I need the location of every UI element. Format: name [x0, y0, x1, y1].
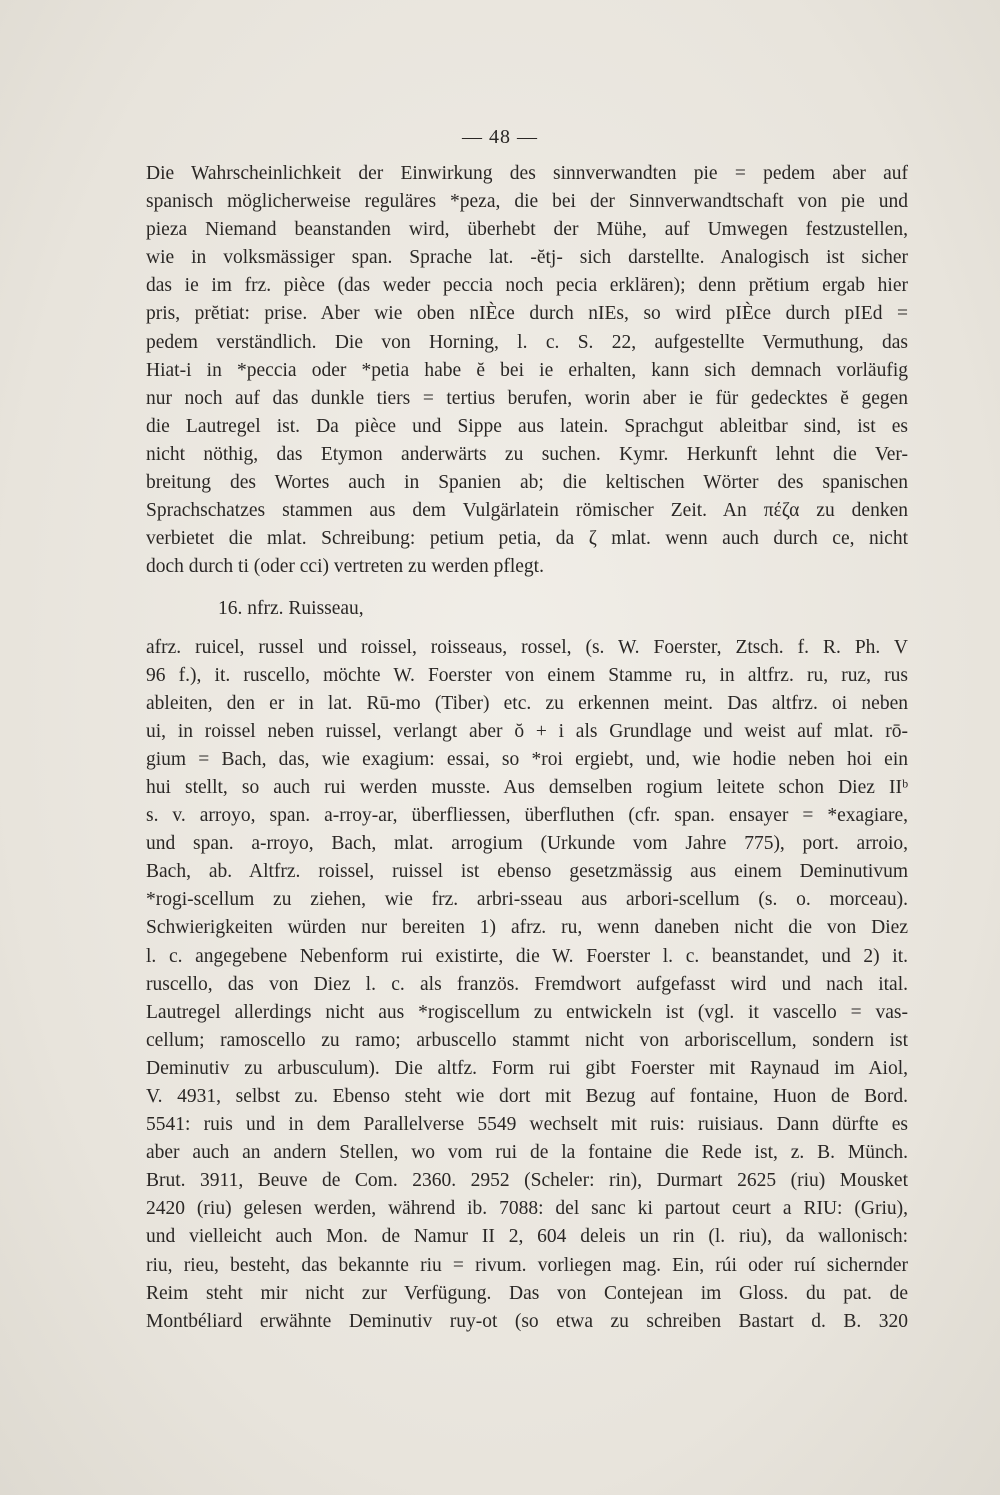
page-number: — 48 — [462, 126, 538, 148]
text-line: gium = Bach, das, wie exagium: essai, so *roi ergiebt, und, wie hodie neben hoi ein [146, 748, 908, 770]
text-line: breitung des Wortes auch in Spanien ab; die keltischen Wörter des spanischen [146, 472, 908, 494]
text-line: die Lautregel ist. Da pièce und Sippe aus latein. Sprachgut ableitbar sind, ist es [146, 415, 908, 437]
text-line: Lautregel allerdings nicht aus *rogiscellum zu entwickeln ist (vgl. it vascello = vas- [146, 1001, 908, 1023]
text-line: V. 4931, selbst zu. Ebenso steht wie dort mit Bezug auf fontaine, Huon de Bord. [146, 1086, 908, 1107]
text-line: das ie im frz. pièce (das weder peccia noch pecia erklären); denn prĕtium ergab hier [146, 275, 908, 297]
text-line: s. v. arroyo, span. a-rroy-ar, überfliessen, überfluthen (cfr. span. ensayer = *exagiare, [146, 805, 908, 827]
text-line: riu, rieu, besteht, das bekannte riu = rivum. vorliegen mag. Ein, rúi oder ruí sichernder [146, 1254, 908, 1276]
text-line: pedem verständlich. Die von Horning, l. c. S. 22, aufgestellte Vermuthung, das [146, 331, 908, 353]
text-line: Schwierigkeiten würden nur bereiten 1) afrz. ru, wenn daneben nicht die von Diez [146, 917, 908, 939]
section-heading: 16. nfrz. Ruisseau, [218, 598, 364, 620]
text-line: doch durch ti (oder cci) vertreten zu werden pflegt. [146, 556, 544, 578]
text-line: und span. a-rroyo, Bach, mlat. arrogium (Urkunde vom Jahre 775), port. arroio, [146, 833, 908, 855]
paragraph-ruisseau [146, 634, 908, 1336]
text-line: 96 f.), it. ruscello, möchte W. Foerster von einem Stamme ru, in altfrz. ru, ruz, rus [146, 664, 908, 686]
text-line: 5541: ruis und in dem Parallelverse 5549 wechselt mit ruis: ruisiaus. Dann dürfte es [146, 1114, 908, 1136]
text-line: Sprachschatzes stammen aus dem Vulgärlatein römischer Zeit. An πέζα zu denken [146, 500, 908, 522]
body-text [146, 160, 908, 1336]
text-line: cellum; ramoscello zu ramo; arbuscello stammt nicht von arboriscellum, sondern ist [146, 1029, 908, 1051]
paragraph-pie-peza [146, 160, 908, 581]
text-line: nicht nöthig, das Etymon anderwärts zu suchen. Kymr. Herkunft lehnt die Ver- [146, 443, 908, 465]
text-line: Hiat-i in *peccia oder *petia habe ĕ bei ie erhalten, kann sich demnach vorläufig [146, 359, 908, 381]
text-line: spanisch möglicherweise reguläres *peza, die bei der Sinnverwandtschaft von pie und [146, 191, 908, 213]
text-line: Die Wahrscheinlichkeit der Einwirkung des sinnverwandten pie = pedem aber auf [146, 163, 908, 184]
text-line: l. c. angegebene Nebenform rui existirte, die W. Foerster l. c. beanstandet, und 2) it. [146, 945, 908, 967]
text-line: ruscello, das von Diez l. c. als französ. Fremdwort aufgefasst wird und nach ital. [146, 973, 908, 995]
text-line: *rogi-scellum zu ziehen, wie frz. arbri-sseau aus arbori-scellum (s. o. morceau). [146, 889, 908, 911]
text-line: ableiten, den er in lat. Rū-mo (Tiber) etc. zu erkennen meint. Das altfrz. oi neben [146, 692, 908, 714]
text-line: ui, in roissel neben ruissel, verlangt aber ŏ + i als Grundlage und weist auf mlat. rō- [146, 720, 908, 742]
text-line: nur noch auf das dunkle tiers = tertius berufen, worin aber ie für gedecktes ĕ gegen [146, 387, 908, 409]
text-line: pris, prĕtiat: prise. Aber wie oben nIÈce durch nIEs, so wird pIÈce durch pIEd = [146, 303, 908, 325]
text-line: Brut. 3911, Beuve de Com. 2360. 2952 (Scheler: rin), Durmart 2625 (riu) Mousket [146, 1170, 908, 1192]
text-line: 2420 (riu) gelesen werden, während ib. 7088: del sanc ki partout ceurt a RIU: (Griu), [146, 1198, 908, 1220]
text-line: und vielleicht auch Mon. de Namur II 2, 604 deleis un rin (l. riu), da wallonisch: [146, 1226, 908, 1248]
text-line: Bach, ab. Altfrz. roissel, ruissel ist ebenso gesetzmässig aus einem Deminutivum [146, 861, 908, 883]
text-line: Montbéliard erwähnte Deminutiv ruy-ot (so etwa zu schreiben Bastart d. B. 320 [146, 1310, 908, 1332]
text-line: aber auch an andern Stellen, wo vom rui de la fontaine die Rede ist, z. B. Münch. [146, 1142, 908, 1164]
text-line: pieza Niemand beanstanden wird, überhebt der Mühe, auf Umwegen festzustellen, [146, 219, 908, 241]
text-line: Reim steht mir nicht zur Verfügung. Das von Contejean im Gloss. du pat. de [146, 1282, 908, 1304]
text-line: verbietet die mlat. Schreibung: petium petia, da ζ mlat. wenn auch durch ce, nicht [146, 528, 908, 550]
text-line: hui stellt, so auch rui werden musste. Aus demselben rogium leitete schon Diez IIᵇ [146, 776, 908, 798]
text-line: afrz. ruicel, russel und roissel, roisseaus, rossel, (s. W. Foerster, Ztsch. f. R. Ph. V [146, 636, 908, 658]
text-line: wie in volksmässiger span. Sprache lat. -ĕtj- sich darstellte. Analogisch ist sicher [146, 247, 908, 269]
text-line: Deminutiv zu arbusculum). Die altfz. Form rui gibt Foerster mit Raynaud im Aiol, [146, 1057, 908, 1079]
